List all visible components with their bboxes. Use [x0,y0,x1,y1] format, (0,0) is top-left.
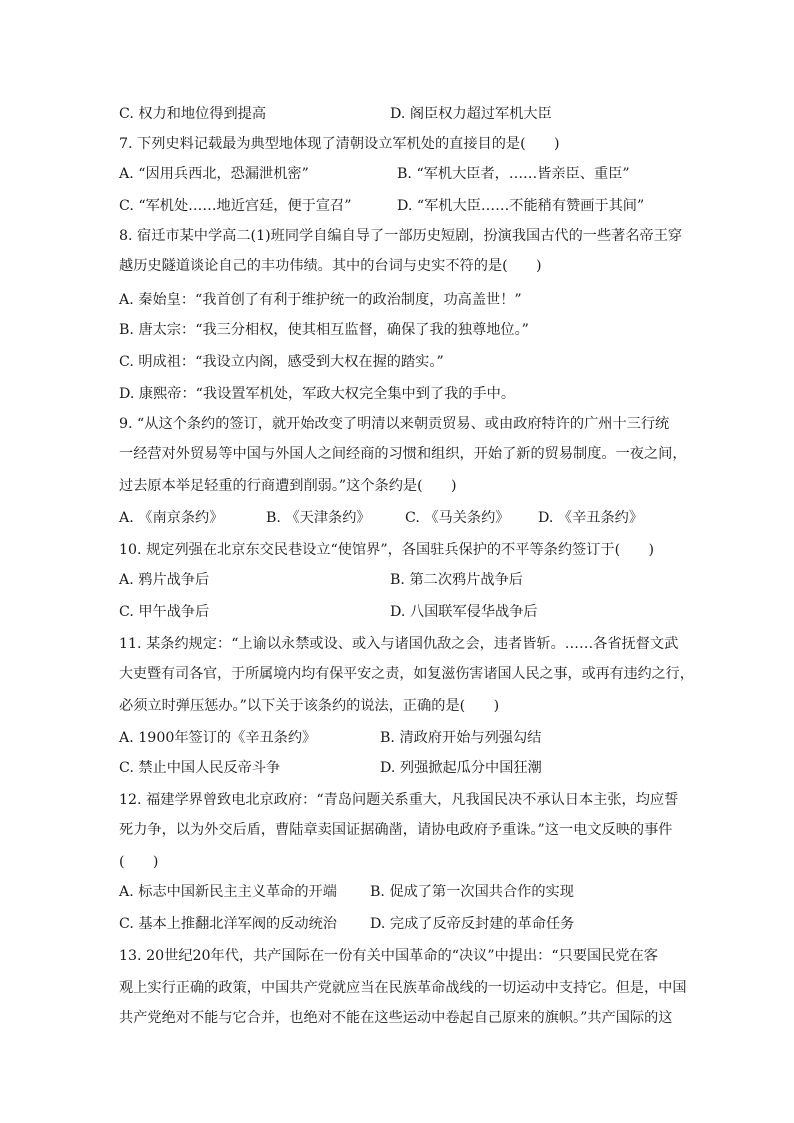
q12-stem-line-1: 12. 福建学界曾致电北京政府：“青岛问题关系重大，凡我国民决不承认日本主张，均应誓 [119,792,679,808]
q9-stem-line-2: 一经营对外贸易等中国与外国人之间经商的习惯和组织，开始了新的贸易制度。一夜之间， [119,446,687,462]
q12-stem-line-2: 死力争，以为外交后盾，曹陆章卖国证据确凿，请协电政府予重诛。”这一电文反映的事件 [119,822,673,838]
q11-stem-line-1: 11. 某条约规定：“上谕以永禁或设、或入与诸国仇敌之会，违者皆斩。……各省抚督文武 [119,636,679,652]
q7-stem: 7. 下列史料记载最为典型地体现了清朝设立军机处的直接目的是( ) [119,136,560,152]
q8-option-d: D. 康熙帝：“我设置军机处，军政大权完全集中到了我的手中。 [119,386,516,402]
q9-option-a: A. 《南京条约》 [119,510,224,526]
q11-stem-line-2: 大吏暨有司各官，于所属境内均有保平安之责，如复滋伤害诸国人民之事，或再有违约之行， [119,666,694,682]
q10-option-b: B. 第二次鸦片战争后 [390,572,523,588]
q13-stem-line-2: 观上实行正确的政策，中国共产党就应当在民族革命战线的一切运动中支持它。但是，中国 [119,980,687,996]
q12-option-d: D. 完成了反帝反封建的革命任务 [370,916,575,932]
q9-option-c: C. 《马关条约》 [405,510,510,526]
q7-option-b: B. “军机大臣者，……皆亲臣、重臣” [397,166,630,182]
q7-option-d: D. “军机大臣……不能稍有赞画于其间” [397,198,645,214]
q10-stem: 10. 规定列强在北京东交民巷设立“使馆界”，各国驻兵保护的不平等条约签订于( ) [119,542,655,558]
q8-stem-line-2: 越历史隧道谈论自己的丰功伟绩。其中的台词与史实不符的是( ) [119,258,542,274]
q13-stem-line-3: 共产党绝对不能与它合并，也绝对不能在这些运动中卷起自己原来的旗帜。”共产国际的这 [119,1010,673,1026]
q12-option-a: A. 标志中国新民主主义革命的开端 [119,884,337,900]
q7-option-a: A. “因用兵西北，恐漏泄机密” [119,166,309,182]
q8-option-a: A. 秦始皇：“我首创了有利于维护统一的政治制度，功高盖世！” [119,292,522,308]
q11-option-a: A. 1900年签订的《辛丑条约》 [119,730,317,746]
q6-option-c: C. 权力和地位得到提高 [119,106,267,122]
q11-option-d: D. 列强掀起瓜分中国狂潮 [380,760,542,776]
q11-stem-line-3: 必须立时弹压惩办。”以下关于该条约的说法，正确的是( ) [119,698,500,714]
q12-option-b: B. 促成了第一次国共合作的实现 [370,884,574,900]
q12-option-c: C. 基本上推翻北洋军阀的反动统治 [119,916,337,932]
q6-option-d: D. 阁臣权力超过军机大臣 [390,106,552,122]
q8-option-b: B. 唐太宗：“我三分相权，使其相互监督，确保了我的独尊地位。” [119,322,529,338]
q9-stem-line-1: 9. “从这个条约的签订，就开始改变了明清以来朝贡贸易、或由政府特许的广州十三行统 [119,416,670,432]
q12-stem-line-3: ( ) [119,854,159,870]
q9-stem-line-3: 过去原本举足轻重的行商遭到削弱。”这个条约是( ) [119,478,457,494]
q11-option-c: C. 禁止中国人民反帝斗争 [119,760,281,776]
q7-option-c: C. “军机处……地近宫廷，便于宣召” [119,198,352,214]
q8-option-c: C. 明成祖：“我设立内阁，感受到大权在握的踏实。” [119,354,444,370]
q10-option-d: D. 八国联军侵华战争后 [390,604,538,620]
q10-option-a: A. 鸦片战争后 [119,572,210,588]
q13-stem-line-1: 13. 20世纪20年代，共产国际在一份有关中国革命的“决议”中提出：“只要国民党在客 [119,948,658,964]
q10-option-c: C. 甲午战争后 [119,604,210,620]
q8-stem-line-1: 8. 宿迁市某中学高二(1)班同学自编自导了一部历史短剧，扮演我国古代的一些著名帝王穿 [119,228,683,244]
q9-option-b: B. 《天津条约》 [266,510,371,526]
q9-option-d: D. 《辛丑条约》 [538,510,644,526]
q11-option-b: B. 清政府开始与列强勾结 [380,730,542,746]
